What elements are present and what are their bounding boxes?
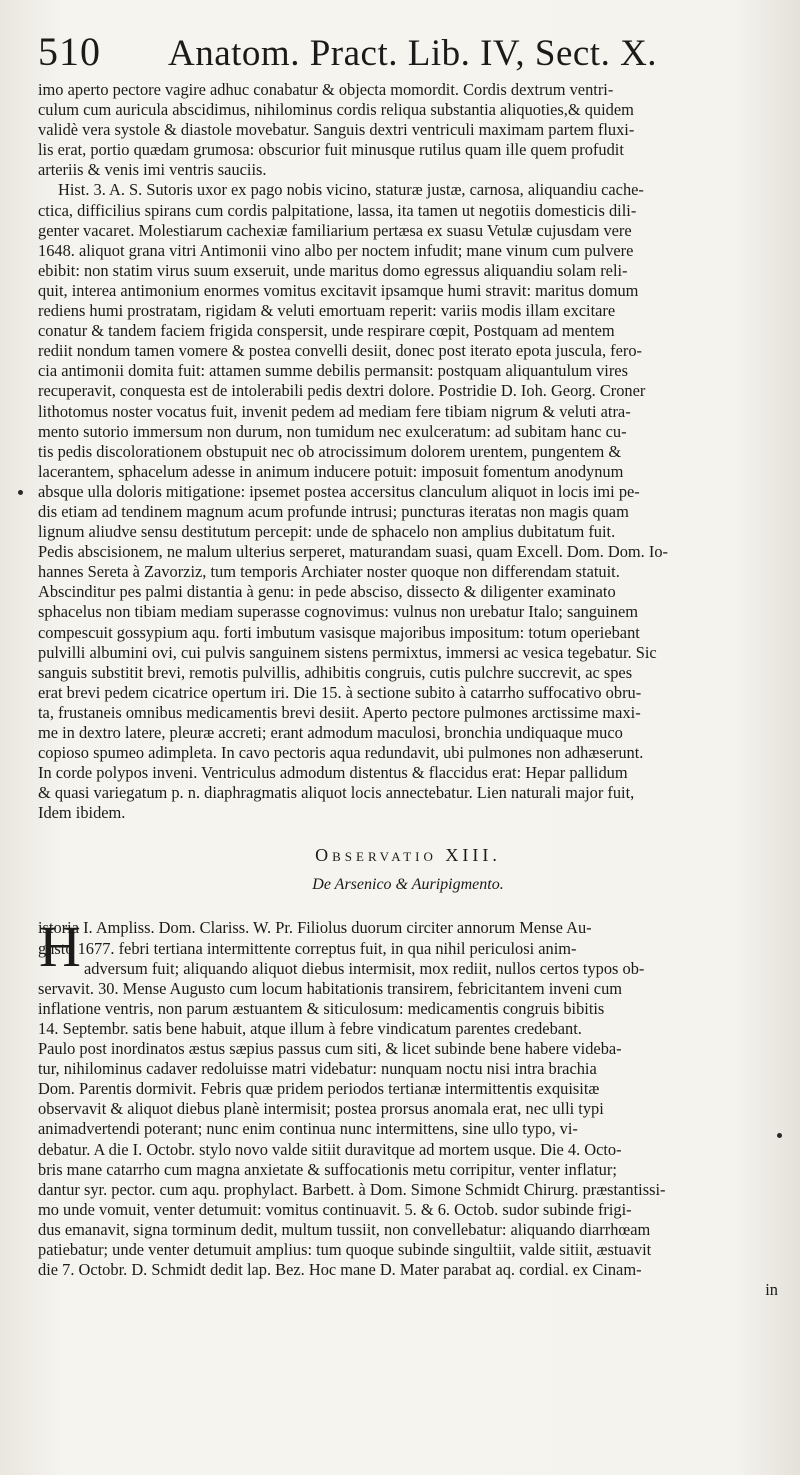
text-line: servavit. 30. Mense Augusto cum locum habitationis transirem, febricitantem inveni cum (38, 978, 623, 998)
text-line: Idem ibidem. (38, 803, 126, 823)
text-line: Hist. 3. A. S. Sutoris uxor ex pago nobis vicino, staturæ justæ, carnosa, aliquandiu cache- (58, 180, 644, 200)
text-line: Pedis abscisionem, ne malum ulterius serperet, maturandam suasi, quam Excell. Dom. Dom. Io- (38, 542, 668, 562)
text-line: sanguis substitit brevi, remotis pulvillis, adhibitis congruis, cutis pulchre succrevit, ac spes (38, 662, 633, 682)
text-line: absque ulla doloris mitigatione: ipsemet postea accersitus clanculum aliquot in locis imi pe- (38, 481, 640, 501)
text-line: genter vacaret. Molestiarum cachexiæ familiarium pertæsa ex suasu Vetulæ cujusdam vere (38, 220, 632, 240)
text-line: erat brevi pedem cicatrice opertum iri. Die 15. à sectione subito à catarrho suffocativo obru- (38, 682, 642, 702)
text-line: tis pedis discolorationem obstupuit nec ob atrocissimum dolorem urentem, pungentem & (38, 441, 622, 461)
text-line: lacerantem, sphacelum adesse in animum inducere potuit: imposuit fomentum anodynum (38, 461, 624, 481)
text-line: adversum fuit; aliquando aliquot diebus intermisit, mox rediit, nullos certos typos ob- (84, 958, 645, 978)
observation-subtitle: De Arsenico & Auripigmento. (312, 876, 504, 894)
text-line: ta, frustaneis omnibus medicamentis brevi desiit. Aperto pectore pulmones arctissime maxi- (38, 702, 641, 722)
text-line: inflatione ventris, non parum æstuantem & siticulosum: medicamentis congruis bibitis (38, 998, 605, 1018)
page-number: 510 (38, 29, 101, 74)
text-line: lis erat, portio quædam grumosa: obscurior fuit minusque rutilus quam ille quem profudit (38, 140, 624, 160)
page-header (38, 28, 778, 80)
text-line: cia antimonii domita fuit: attamen summe debilis permansit: postquam aliquantulum vires (38, 361, 628, 381)
text-line: gusto 1677. febri tertiana intermittente correptus fuit, in qua nihil periculosi anim- (38, 938, 577, 958)
text-line: istoria I. Ampliss. Dom. Clariss. W. Pr. Filiolus duorum circiter annorum Mense Au- (38, 918, 592, 938)
text-line: compescuit gossypium aqu. forti imbutum vasisque majoribus impositum: totum operiebant (38, 622, 640, 642)
margin-mark-dot (777, 1133, 782, 1138)
text-line: mento sutorio immersum non durum, non tumidum nec exulceratum: ad subitam hanc cu- (38, 421, 627, 441)
text-line: ctica, difficilius spirans cum cordis palpitatione, lassa, ita tamen ut negotiis domesticis dili- (38, 200, 637, 220)
running-head: Anatom. Pract. Lib. IV, Sect. X. (168, 33, 658, 74)
text-line: quit, interea antimonium enormes vomitus excitavit ipsamque humi stravit: maritus domum (38, 280, 639, 300)
text-line: debatur. A die I. Octobr. stylo novo valde sitiit duravitque ad mortem usque. Die 4. Octo- (38, 1139, 622, 1159)
drop-cap: H (39, 914, 81, 980)
text-line: Dom. Parentis dormivit. Febris quæ pridem periodos tertianæ intermittentis exquisitæ (38, 1079, 600, 1099)
text-line: hannes Sereta à Zavorziz, tum temporis Archiater noster quoque non differendam statuit. (38, 562, 620, 582)
text-line: ebibit: non statim virus suum exseruit, unde maritus domo egressus aliquandiu solam reli- (38, 260, 628, 280)
text-block-2 (38, 914, 778, 1300)
text-line: copioso spumeo adimpleta. In cavo pectoris aqua redundavit, ubi pulmones non adhæserunt. (38, 743, 644, 763)
text-line: die 7. Octobr. D. Schmidt dedit lap. Bez. Hoc mane D. Mater parabat aq. cordial. ex Cinam- (38, 1260, 642, 1280)
text-block-1 (38, 80, 778, 823)
text-line: patiebatur; unde venter detumuit amplius: tum quoque subinde singultiit, valde sitiit, æstuavit (38, 1239, 652, 1259)
text-line: recuperavit, conquesta est de intolerabili pedis dextri dolore. Postridie D. Ioh. Georg. Croner (38, 381, 646, 401)
text-line: observavit & aliquot diebus planè intermisit; postea prorsus anomala erat, nec ulli typi (38, 1099, 604, 1119)
text-line: lignum aliudve sensu destitutum percepit: unde de sphacelo non amplius dubitatum fuit. (38, 522, 616, 542)
text-line: rediens humi prostratam, rigidam & veluti emortuam reperit: variis modis illam excitare (38, 301, 616, 321)
text-line: & quasi variegatum p. n. diaphragmatis aliquot locis annectebatur. Lien naturali major fuit, (38, 783, 635, 803)
text-line: bris mane catarrho cum magna anxietate & suffocationis metu corripitur, venter inflatur; (38, 1159, 617, 1179)
text-line: culum cum auricula abscidimus, nihilominus cordis reliqua substantia aliquoties,& quidem (38, 100, 634, 120)
observation-title: Observatio XIII. (315, 845, 501, 866)
text-line: sphacelus non tibiam mediam superasse cognovimus: vulnus non urebatur Italo; sanguinem (38, 602, 638, 622)
text-line: me in dextro latere, pleuræ accreti; erant admodum maculosi, bronchia undiquaque muco (38, 723, 623, 742)
text-line: in (765, 1280, 778, 1300)
text-line: validè vera systole & diastole movebatur. Sanguis dextri ventriculi maximam partem fluxi- (38, 120, 635, 140)
text-line: lithotomus noster vocatus fuit, invenit pedem ad mediam fere tibiam nigrum & veluti atra- (38, 401, 631, 421)
text-line: Abscinditur pes palmi distantia à genu: in pede absciso, dissecto & diligenter examinato (38, 582, 616, 602)
text-line: conatur & tandem faciem frigida conspersit, unde respirare cœpit, Postquam ad mentem (38, 321, 615, 341)
text-line: tur, nihilominus cadaver redoluisse matri videbatur: nunquam noctu nisi intra brachia (38, 1059, 597, 1079)
text-line: dantur syr. pector. cum aqu. prophylact. Barbett. à Dom. Simone Schmidt Chirurg. præstantissi- (38, 1179, 666, 1199)
text-line: imo aperto pectore vagire adhuc conabatur & objecta momordit. Cordis dextrum ventri- (38, 80, 614, 99)
margin-mark-dot (18, 490, 23, 495)
text-line: animadvertendi poterant; nunc enim continua nunc intermittens, sine ullo typo, vi- (38, 1119, 578, 1139)
text-line: rediit nondum tamen vomere & postea convelli desiit, donec post iterato epota juscula, fero- (38, 341, 642, 361)
text-line: mo unde vomuit, venter detumuit: vomitus continuavit. 5. & 6. Octob. sudor subinde frigi- (38, 1199, 632, 1219)
text-line: In corde polypos inveni. Ventriculus admodum distentus & flaccidus erat: Hepar pallidum (38, 763, 628, 783)
text-line: pulvilli albumini ovi, cui pulvis sanguinem sistens permixtus, immersi ac vesica tegebatur. Sic (38, 642, 657, 662)
text-line: 14. Septembr. satis bene habuit, atque illum à febre vindicatum parentes credebant. (38, 1018, 582, 1038)
text-line: Paulo post inordinatos æstus sæpius passus cum siti, & licet subinde bene habere videba- (38, 1039, 622, 1059)
text-line: 1648. aliquot grana vitri Antimonii vino albo per noctem infudit; mane vinum cum pulvere (38, 240, 634, 260)
text-line: dis etiam ad tendinem magnum acum profunde intrusi; puncturas iteratas non magis quam (38, 501, 629, 521)
text-line: dus emanavit, signa torminum dedit, multum tussiit, non convellebatur: aliquando diarrhœam (38, 1219, 651, 1239)
text-line: arteriis & venis imi ventris sauciis. (38, 160, 267, 180)
